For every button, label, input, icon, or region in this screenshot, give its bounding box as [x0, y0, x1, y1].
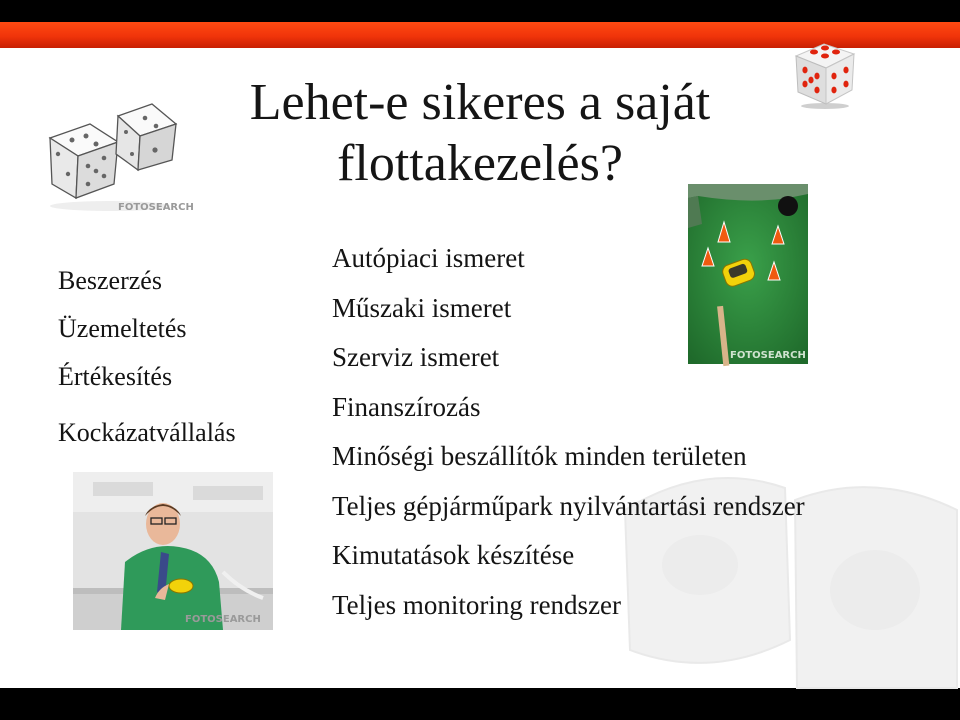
- slide-title: Lehet-e sikeres a saját flottakezelés?: [249, 74, 711, 192]
- left-list-item: Üzemeltetés: [58, 314, 187, 343]
- bottom-black-bar: [0, 688, 960, 720]
- main-list-item: Teljes monitoring rendszer: [332, 589, 622, 620]
- main-list-item: Finanszírozás: [332, 391, 481, 422]
- left-list-item: Beszerzés: [58, 266, 162, 295]
- die-icon: [792, 40, 858, 110]
- watermark-text: FOTOSEARCH: [730, 350, 806, 361]
- main-list-item: Kimutatások készítése: [332, 540, 575, 570]
- left-list-item: Kockázatvállalás: [58, 418, 236, 447]
- watermark-text: FOTOSEARCH: [118, 202, 194, 213]
- main-list-item: Teljes gépjárműpark nyilvántartási rendszer: [332, 490, 805, 521]
- main-list-item: Műszaki ismeret: [332, 292, 512, 323]
- left-list-item: Értékesítés: [58, 362, 173, 391]
- dice-illustration: [40, 98, 194, 216]
- toy-car-with-cones-photo: [688, 184, 808, 364]
- top-black-bar: [0, 0, 960, 22]
- watermark-text: FOTOSEARCH: [185, 614, 261, 625]
- main-list-item: Autópiaci ismeret: [332, 243, 525, 273]
- man-with-toy-car-photo: [73, 472, 273, 630]
- main-list-item: Szerviz ismeret: [332, 342, 500, 372]
- main-list-item: Minőségi beszállítók minden területen: [332, 441, 747, 471]
